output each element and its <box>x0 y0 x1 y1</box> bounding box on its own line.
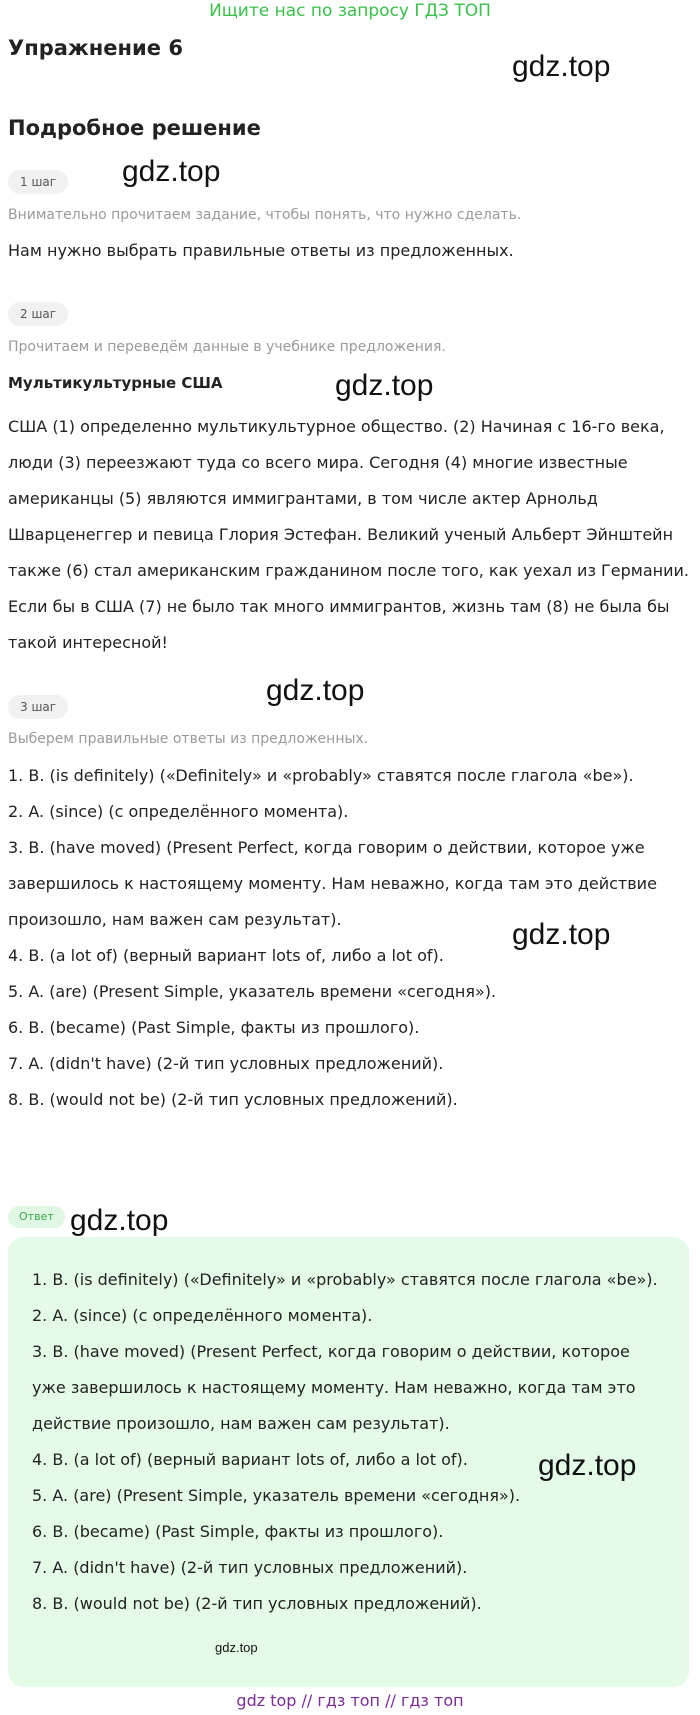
text-line: также (6) стал американским гражданином после того, как уехал из Германии. <box>8 561 690 580</box>
watermark: gdz.top <box>122 155 221 188</box>
answer-line: 1. B. (is definitely) («Definitely» и «probably» ставятся после глагола «be»). <box>32 1270 658 1289</box>
answer-line: 1. B. (is definitely) («Definitely» и «probably» ставятся после глагола «be»). <box>8 766 634 785</box>
page-title: Упражнение 6 <box>8 36 183 60</box>
answer-line: 2. A. (since) (с определённого момента). <box>32 1306 373 1325</box>
answer-line: произошло, нам важен сам результат). <box>8 910 342 929</box>
answer-line: 7. A. (didn't have) (2-й тип условных предложений). <box>8 1054 444 1073</box>
watermark-small: gdz.top <box>215 1640 258 1655</box>
step-1-badge: 1 шаг <box>8 170 68 194</box>
text-line: такой интересной! <box>8 633 168 652</box>
translated-text <box>8 409 698 661</box>
text-line: Шварценеггер и певица Глория Эстефан. Великий ученый Альберт Эйнштейн <box>8 525 674 544</box>
step-3-badge: 3 шаг <box>8 695 68 719</box>
answer-line: действие произошло, нам важен сам результат). <box>32 1414 450 1433</box>
text-line: люди (3) переезжают туда со всего мира. Сегодня (4) многие известные <box>8 453 628 472</box>
answer-line: завершилось к настоящему моменту. Нам неважно, когда там это действие <box>8 874 657 893</box>
footer-links[interactable]: gdz top // гдз топ // гдз топ <box>236 1691 464 1710</box>
answer-line: 5. A. (are) (Present Simple, указатель времени «сегодня»). <box>8 982 497 1001</box>
answer-line: 3. B. (have moved) (Present Perfect, когда говорим о действии, которое уже <box>8 838 645 857</box>
step-2-hint: Прочитаем и переведём данные в учебнике предложения. <box>8 339 446 355</box>
answer-line: 3. B. (have moved) (Present Perfect, когда говорим о действии, которое <box>32 1342 630 1361</box>
step-3-hint: Выберем правильные ответы из предложенных. <box>8 731 369 747</box>
text-subtitle: Мультикультурные США <box>8 374 223 392</box>
answer-line: 5. A. (are) (Present Simple, указатель времени «сегодня»). <box>32 1486 521 1505</box>
answer-line: 4. B. (a lot of) (верный вариант lots of, либо a lot of). <box>32 1450 468 1469</box>
text-line: Если бы в США (7) не было так много иммигрантов, жизнь там (8) не была бы <box>8 597 670 616</box>
answer-line: уже завершилось к настоящему моменту. Нам неважно, когда там это <box>32 1378 636 1397</box>
answer-line: 6. B. (became) (Past Simple, факты из прошлого). <box>8 1018 420 1037</box>
answer-badge: Ответ <box>8 1206 65 1228</box>
watermark: gdz.top <box>266 674 365 707</box>
watermark: gdz.top <box>70 1204 169 1237</box>
answer-line: 4. B. (a lot of) (верный вариант lots of, либо a lot of). <box>8 946 444 965</box>
answer-line: 6. B. (became) (Past Simple, факты из прошлого). <box>32 1522 444 1541</box>
answer-line: 7. A. (didn't have) (2-й тип условных предложений). <box>32 1558 468 1577</box>
answer-line: 8. B. (would not be) (2-й тип условных предложений). <box>32 1594 482 1613</box>
step-2-badge: 2 шаг <box>8 302 68 326</box>
step-1-hint: Внимательно прочитаем задание, чтобы понять, что нужно сделать. <box>8 207 522 223</box>
answer-list <box>32 1262 692 1622</box>
watermark: gdz.top <box>335 369 434 402</box>
answer-line: 8. B. (would not be) (2-й тип условных предложений). <box>8 1090 458 1109</box>
answer-line: 2. A. (since) (с определённого момента). <box>8 802 349 821</box>
step-1-text: Нам нужно выбрать правильные ответы из предложенных. <box>8 241 514 260</box>
text-line: американцы (5) являются иммигрантами, в том числе актер Арнольд <box>8 489 598 508</box>
solution-title: Подробное решение <box>8 116 261 140</box>
watermark: gdz.top <box>512 50 611 83</box>
text-line: США (1) определенно мультикультурное общество. (2) Начиная с 16-го века, <box>8 417 665 436</box>
watermark: gdz.top <box>538 1449 637 1482</box>
watermark: gdz.top <box>512 918 611 951</box>
search-banner: Ищите нас по запросу ГДЗ ТОП <box>209 1 491 21</box>
